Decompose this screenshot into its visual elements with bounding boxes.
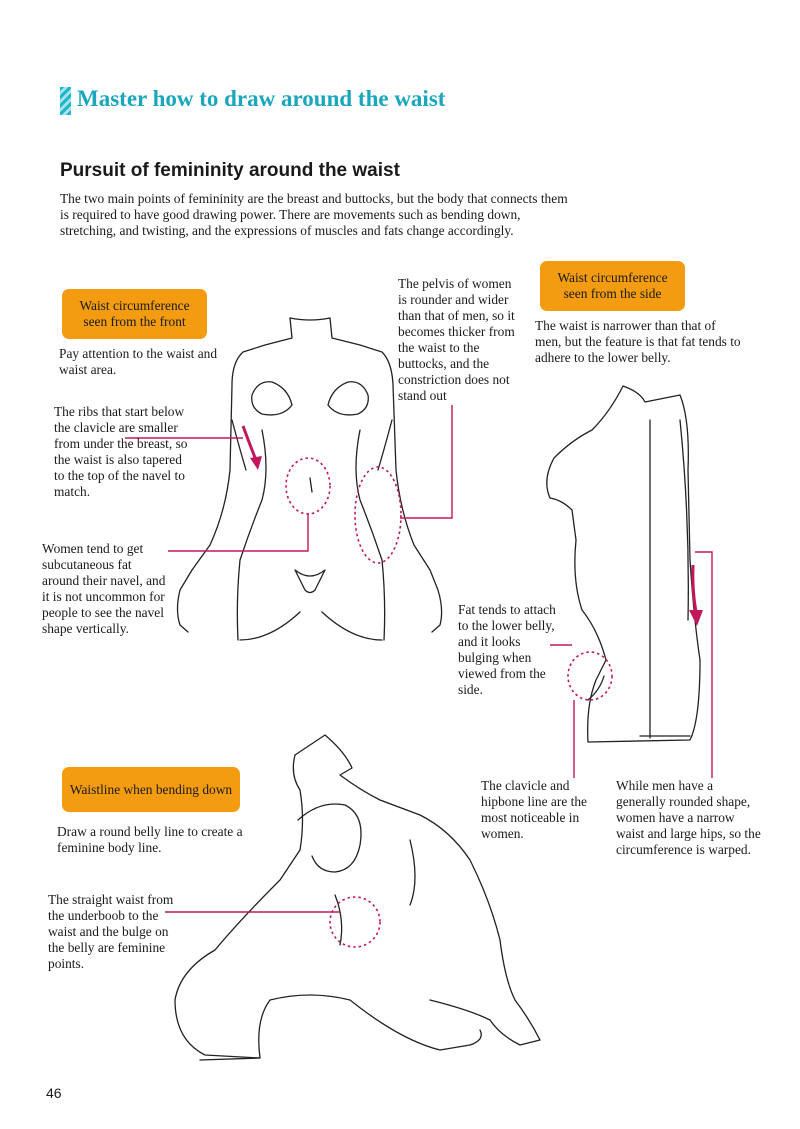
clavicle-note: The clavicle and hipbone line are the most noticeable in women. xyxy=(481,778,587,841)
section-title: Pursuit of femininity around the waist xyxy=(60,160,400,181)
navel-dotted-circle xyxy=(286,458,330,514)
navel-leader-line xyxy=(168,513,308,551)
side-arrowhead xyxy=(689,610,703,626)
side-label-box: Waist circumference seen from the side xyxy=(540,261,685,311)
side-view-figure xyxy=(547,386,700,742)
bend-annotations xyxy=(165,897,380,947)
pelvis-leader-line xyxy=(400,405,452,518)
side-lead-text: The waist is narrower than that of men, but the feature is that fat tends to adhere to the lower belly. xyxy=(535,318,741,365)
page-title: Master how to draw around the waist xyxy=(77,86,446,111)
ribs-note: The ribs that start below the clavicle are smaller from under the breast, so the waist is also tapered to the top of the navel to match. xyxy=(54,404,188,499)
bend-label-box: Waistline when bending down xyxy=(62,767,240,812)
bend-belly-dotted-circle xyxy=(330,897,380,947)
men-leader-line xyxy=(695,552,712,778)
pelvis-note: The pelvis of women is rounder and wider than that of men, so it becomes thicker from the waist to the buttocks, and the constriction does not stand out xyxy=(398,276,515,403)
front-lead-text: Pay attention to the waist and waist area. xyxy=(59,346,218,377)
navel-note: Women tend to get subcutaneous fat around their navel, and it is not uncommon for people to see the navel shape vertically. xyxy=(42,541,166,636)
men-shape-note: While men have a generally rounded shape, women have a narrow waist and large hips, so the circumference is warped. xyxy=(616,778,761,857)
bend-waist-note: The straight waist from the underboob to the waist and the bulge on the belly are feminine points. xyxy=(48,892,174,971)
bend-lead-text: Draw a round belly line to create a feminine body line. xyxy=(57,824,243,855)
fat-note: Fat tends to attach to the lower belly, and it looks bulging when viewed from the side. xyxy=(458,602,556,697)
front-label-box: Waist circumference seen from the front xyxy=(62,289,207,339)
ribs-arrowhead xyxy=(250,456,262,470)
ribs-arrow xyxy=(243,426,256,460)
page-number: 46 xyxy=(46,1085,62,1101)
intro-paragraph: The two main points of femininity are the breast and buttocks, but the body that connects them is required to have good drawing power. There are movements such as bending down, stretching, and twisting, and the expressions of muscles and fats change accordingly. xyxy=(60,191,568,238)
